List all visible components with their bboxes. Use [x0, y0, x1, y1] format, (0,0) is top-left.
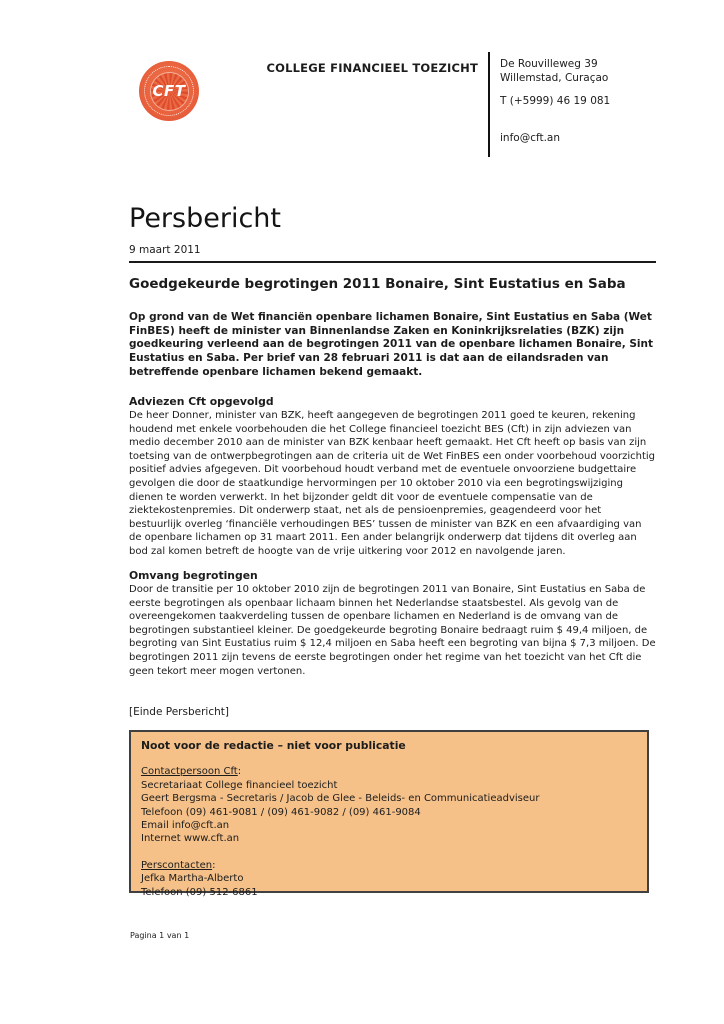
section-heading-adviezen: Adviezen Cft opgevolgd: [129, 395, 274, 408]
press-contact-line: Jefka Martha-Alberto: [141, 873, 244, 885]
contact-label: Contactpersoon Cft:: [141, 766, 242, 778]
end-of-press-release-marker: [Einde Persbericht]: [129, 706, 229, 718]
cft-logo-seal-icon: [151, 73, 188, 110]
contact-line: Secretariaat College financieel toezicht: [141, 779, 338, 791]
section-body-adviezen: De heer Donner, minister van BZK, heeft aangegeven de begrotingen 2011 goed te keuren, rekening houdend met enkele voorbehouden die het College financieel toezicht BES (Cft) in zijn adviezen van medio december 2010 aan de minister van BZK kenbaar heeft gemaakt. Het Cft heeft op basis van zijn toetsing van de ontwerpbegrotingen aan de criteria uit de Wet FinBES een onder voorbehoud voorzichtig positief advies afgegeven. Dit voorbehoud houdt verband met de eventuele onvoorziene budgettaire gevolgen die door de staatkundige hervormingen per 10 oktober 2010 via een begrotingswijziging dienen te worden verwerkt. In het bijzonder geldt dit voor de eventuele compensatie van de ziektekostenpremies. Dit onderwerp staat, net als de pensioenpremies, geagendeerd voor het bestuurlijk overleg ‘financiële verhoudingen BES’ tussen de minister van BZK en een afvaardiging van de openbare lichamen op 31 maart 2011. Een ander belangrijk onderwerp dat tijdens dit overleg aan bod zal komen betreft de hoogte van de vrije uitkering voor 2012 en navolgende jaren.: [129, 410, 656, 557]
document-kind-heading: Persbericht: [129, 203, 281, 234]
cft-logo: [139, 61, 199, 121]
contact-line: Telefoon (09) 461-9081 / (09) 461-9082 / (09) 461-9084: [141, 806, 421, 818]
cft-logo-text: CFT: [152, 82, 186, 100]
intro-paragraph: Op grond van de Wet financiën openbare lichamen Bonaire, Sint Eustatius en Saba (Wet FinBES) heeft de minister van Binnenlandse Zaken en Koninkrijksrelaties (BZK) zijn goedkeuring verleend aan de begrotingen 2011 van de openbare lichamen Bonaire, Sint Eustatius en Saba. Per brief van 28 februari 2011 is dat aan de eilandsraden van betreffende openbare lichamen bekend gemaakt.: [129, 311, 653, 378]
email-address: info@cft.an: [500, 132, 561, 144]
organization-name: COLLEGE FINANCIEEL TOEZICHT: [266, 61, 478, 75]
editor-note-title: Noot voor de redactie – niet voor publicatie: [141, 739, 406, 752]
contact-line: Internet www.cft.an: [141, 833, 240, 845]
spacer: [141, 846, 637, 859]
press-contact-line: Telefoon (09) 512-6861: [141, 886, 258, 898]
editor-note-box: [129, 730, 649, 898]
letterhead-address: [500, 57, 610, 145]
address-city: Willemstad, Curaçao: [500, 72, 609, 84]
contact-line: Email info@cft.an: [141, 820, 230, 832]
document-title: Goedgekeurde begrotingen 2011 Bonaire, Sint Eustatius en Saba: [129, 276, 626, 292]
page-number: Pagina 1 van 1: [130, 931, 190, 940]
address-street: De Rouvilleweg 39: [500, 58, 598, 70]
phone-number: T (+5999) 46 19 081: [500, 95, 611, 107]
section-body-omvang: Door de transitie per 10 oktober 2010 zijn de begrotingen 2011 van Bonaire, Sint Eustatius en Saba de eerste begrotingen als openbaar lichaam binnen het Nederlandse staatsbestel. Als gevolg van de overeengekomen taakverdeling tussen de openbare lichamen en Nederland is de omvang van de begrotingen substantieel kleiner. De goedgekeurde begroting Bonaire bedraagt ruim $ 49,4 miljoen, de begroting van Sint Eustatius ruim $ 12,4 miljoen en Saba heeft een begroting van bijna $ 7,3 miljoen. De begrotingen 2011 zijn tevens de eerste begrotingen onder het regime van het toezicht van het Cft die geen tekort meer mogen vertonen.: [129, 584, 656, 677]
press-contacts-label: Perscontacten:: [141, 859, 216, 871]
contact-line: Geert Bergsma - Secretaris / Jacob de Glee - Beleids- en Communicatieadviseur: [141, 793, 540, 805]
document-date: 9 maart 2011: [129, 244, 656, 263]
section-heading-omvang: Omvang begrotingen: [129, 569, 258, 582]
letterhead-divider: [488, 52, 490, 157]
